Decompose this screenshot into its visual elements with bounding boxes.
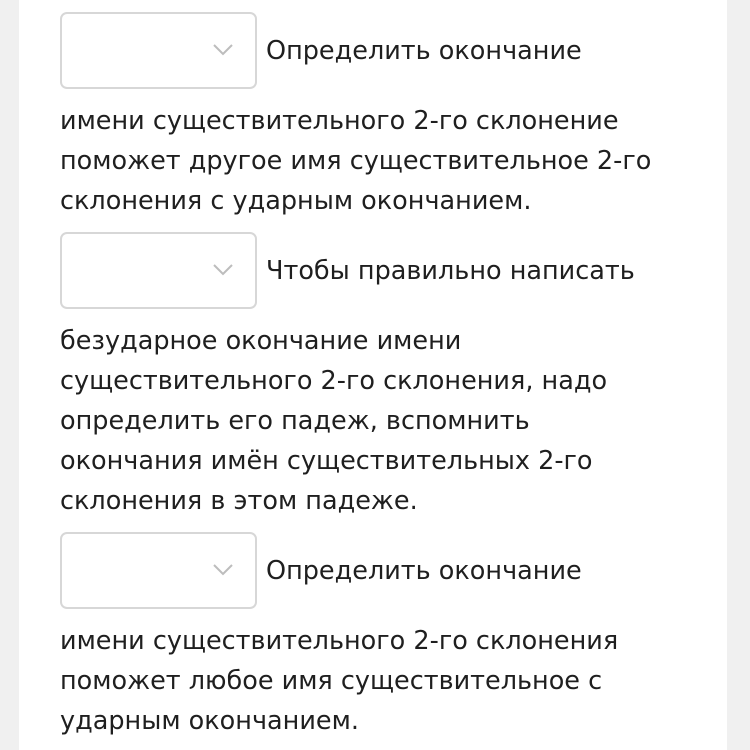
answer-dropdown-1[interactable] [60, 12, 257, 89]
statement-2-line-5: окончания имён существительных 2-го [60, 446, 593, 476]
statement-2-line-6: склонения в этом падеже. [60, 486, 418, 516]
statement-2-line-3: существительного 2-го склонения, надо [60, 366, 608, 396]
statement-1-line-4: склонения с ударным окончанием. [60, 186, 532, 216]
chevron-down-icon [213, 564, 233, 576]
statement-2-line-1: Чтобы правильно написать [266, 256, 635, 286]
answer-dropdown-2[interactable] [60, 232, 257, 309]
statement-1-line-3: поможет другое имя существительное 2-го [60, 146, 652, 176]
chevron-down-icon [213, 44, 233, 56]
answer-dropdown-3[interactable] [60, 532, 257, 609]
statement-3-line-3: поможет любое имя существительное с [60, 666, 603, 696]
statement-3-line-2: имени существительного 2-го склонения [60, 626, 619, 656]
question-card [19, 0, 727, 750]
statement-1-line-1: Определить окончание [266, 36, 582, 66]
statement-3-line-4: ударным окончанием. [60, 706, 359, 736]
statement-3-line-1: Определить окончание [266, 556, 582, 586]
statement-2-line-4: определить его падеж, вспомнить [60, 406, 530, 436]
statement-2-line-2: безударное окончание имени [60, 326, 462, 356]
statement-1-line-2: имени существительного 2-го склонение [60, 106, 619, 136]
chevron-down-icon [213, 264, 233, 276]
